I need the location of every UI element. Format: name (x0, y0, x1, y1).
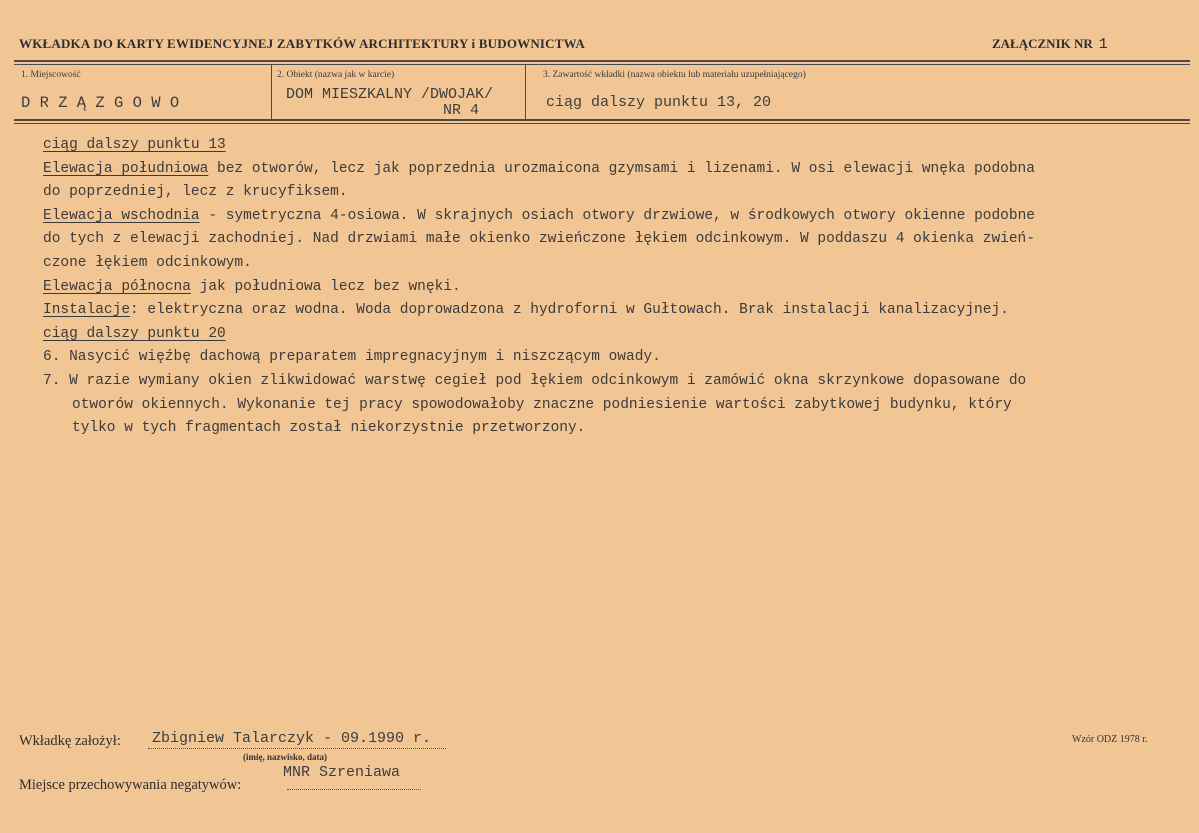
card-title: WKŁADKA DO KARTY EWIDENCYJNEJ ZABYTKÓW ARCHITEKTURY i BUDOWNICTWA (19, 36, 585, 51)
south-elevation-line1 (43, 158, 1193, 182)
author-label: Wkładkę założył: (19, 733, 121, 749)
annex-label-text: ZAŁĄCZNIK NR (992, 36, 1093, 51)
field-divider-2 (525, 65, 526, 119)
east-elevation-term: Elewacja wschodnia (43, 207, 200, 224)
author-value: Zbigniew Talarczyk - 09.1990 r. (152, 730, 432, 747)
east-elevation-text: - symetryczna 4-osiowa. W skrajnych osiach otwory drzwiowe, w środkowych otwory okienne podobne (199, 207, 1035, 224)
east-elevation-line3: czone łękiem odcinkowym. (43, 254, 252, 271)
storage-dotline (287, 789, 421, 790)
form-code: Wzór ODZ 1978 r. (1072, 734, 1148, 745)
author-dotline (148, 748, 446, 749)
east-elevation-line1 (43, 205, 1193, 229)
annex-number: 1 (1098, 36, 1108, 53)
object-label: 2. Obiekt (nazwa jak w karcie) (277, 70, 395, 80)
south-elevation-term: Elewacja południowa (43, 160, 209, 177)
fields-rule (14, 119, 1190, 121)
header-rule-thin (14, 64, 1190, 65)
item-7-line2: otworów okiennych. Wykonanie tej pracy spowodowałoby znaczne podniesienie wartości zabytkowej budynku, który (72, 396, 1012, 413)
place-label: 1. Miejscowość (21, 70, 81, 80)
item-7-line1: 7. W razie wymiany okien zlikwidować warstwę cegieł pod łękiem odcinkowym i zamówić okna skrzynkowe dopasowane do (43, 372, 1027, 389)
card-body (43, 134, 1193, 441)
field-divider-1 (271, 65, 272, 119)
north-elevation-term: Elewacja północna (43, 278, 191, 295)
east-elevation-line2: do tych z elewacji zachodniej. Nad drzwiami małe okienko zwieńczone łękiem odcinkowym. W poddaszu 4 okienka zwień- (43, 231, 1035, 248)
installations-text: : elektryczna oraz wodna. Woda doprowadzona z hydroforni w Gułtowach. Brak instalacji kanalizacyjnej. (130, 302, 1009, 319)
object-value-line1: DOM MIESZKALNY /DWOJAK/ (286, 86, 494, 103)
object-value-line2: NR 4 (443, 102, 480, 119)
header-rule (14, 60, 1190, 62)
section-heading-13: ciąg dalszy punktu 13 (43, 137, 226, 153)
north-elevation-text: jak południowa lecz bez wnęki. (190, 278, 461, 295)
south-elevation-text: bez otworów, lecz jak poprzednia urozmaicona gzymsami i lizenami. W osi elewacji wnęka podobna (208, 160, 1035, 177)
item-7-line3: tylko w tych fragmentach został niekorzystnie przetworzony. (72, 420, 586, 437)
fields-rule-thin (14, 123, 1190, 124)
storage-value: MNR Szreniawa (283, 764, 401, 781)
south-elevation-line2: do poprzedniej, lecz z krucyfiksem. (43, 184, 348, 201)
content-label: 3. Zawartość wkładki (nazwa obiektu lub materiału uzupełniającego) (543, 70, 806, 80)
author-note: (imię, nazwisko, data) (243, 752, 327, 762)
annex-label (992, 36, 1108, 53)
installations-term: Instalacje (43, 302, 131, 319)
installations-line (43, 299, 1193, 323)
section-heading-20: ciąg dalszy punktu 20 (43, 325, 226, 342)
place-value: D R Z Ą Z G O W O (21, 94, 180, 112)
storage-label: Miejsce przechowywania negatywów: (19, 777, 242, 793)
item-6: 6. Nasycić więźbę dachową preparatem impregnacyjnym i niszczącym owady. (43, 349, 661, 366)
content-value: ciąg dalszy punktu 13, 20 (546, 94, 772, 111)
north-elevation-line (43, 276, 1193, 300)
